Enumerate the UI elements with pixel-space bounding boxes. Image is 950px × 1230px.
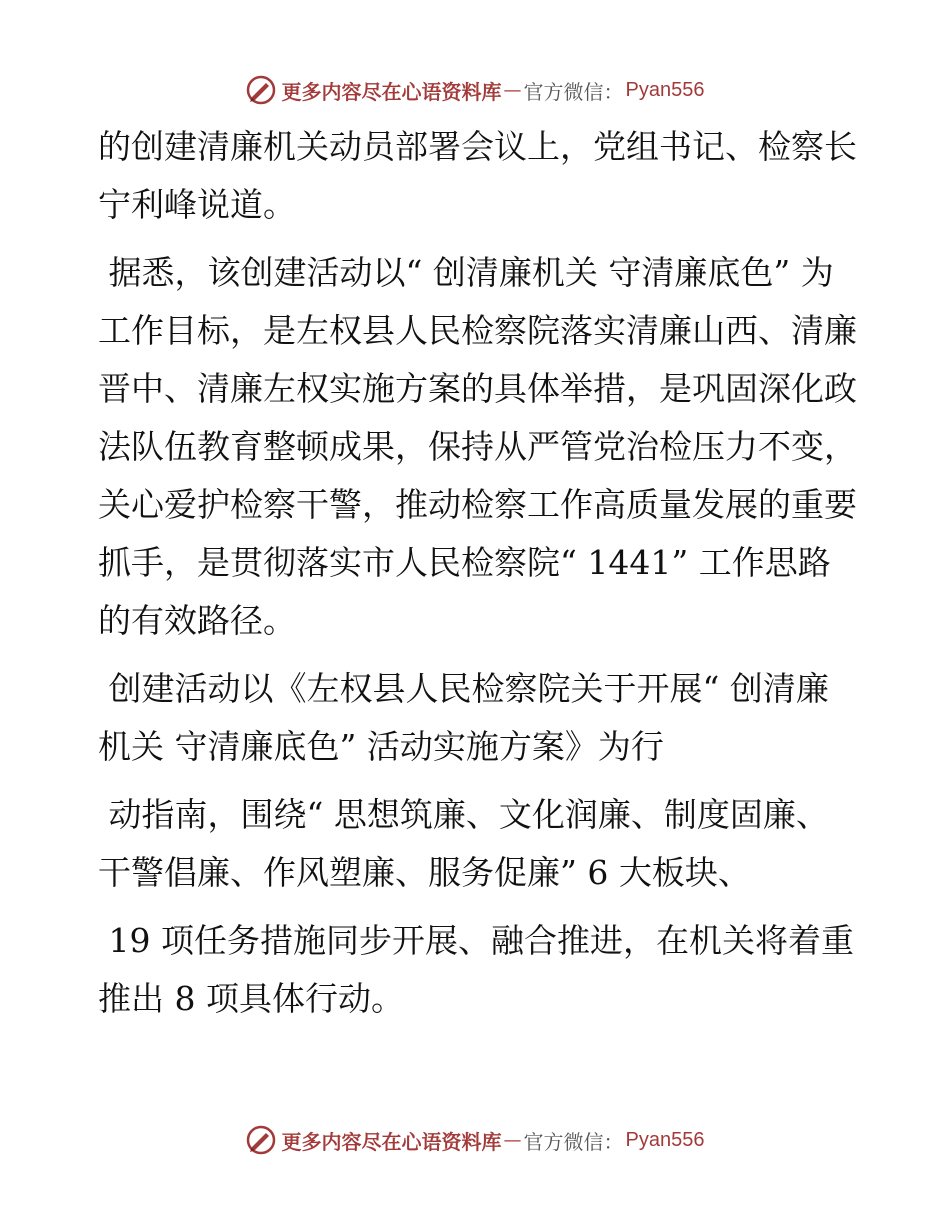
footer-banner — [0, 1120, 950, 1160]
paragraph-2: 据悉，该创建活动以“ 创清廉机关 守清廉底色” 为工作目标，是左权县人民检察院落实清廉山西、清廉晋中、清廉左权实施方案的具体举措，是巩固深化政法队伍教育整顿成果，保持从严管党治检压力不变，关心爱护检察干警，推动检察工作高质量发展的重要抓手，是贯彻落实市人民检察院“ 1441” 工作思路的有效路径。 — [98, 253, 857, 640]
header-banner — [0, 70, 950, 110]
header-banner-title: 更多内容尽在心语资料库 — [281, 79, 502, 104]
header-wechat-label: 官方微信： — [523, 79, 624, 104]
paragraph-4: 动指南，围绕“ 思想筑廉、文化润廉、制度固廉、干警倡廉、作风塑廉、服务促廉” 6 大板块、 — [98, 795, 829, 892]
footer-banner-title: 更多内容尽在心语资料库 — [281, 1129, 502, 1154]
document-body — [98, 118, 858, 1038]
pen-logo-icon — [246, 75, 276, 105]
header-banner-separator: — — [503, 79, 522, 101]
paragraph-3: 创建活动以《左权县人民检察院关于开展“ 创清廉机关 守清廉底色” 活动实施方案》为行 — [98, 669, 829, 766]
footer-banner-separator: — — [503, 1129, 522, 1151]
paragraph-5: 19 项任务措施同步开展、融合推进，在机关将着重推出 8 项具体行动。 — [98, 921, 854, 1018]
paragraph-1: 的创建清廉机关动员部署会议上，党组书记、检察长宁利峰说道。 — [98, 127, 857, 224]
pen-logo-icon — [246, 1125, 276, 1155]
footer-wechat-id: Pyan556 — [625, 1128, 705, 1151]
footer-wechat-label: 官方微信： — [523, 1129, 624, 1154]
header-wechat-id: Pyan556 — [625, 78, 705, 101]
